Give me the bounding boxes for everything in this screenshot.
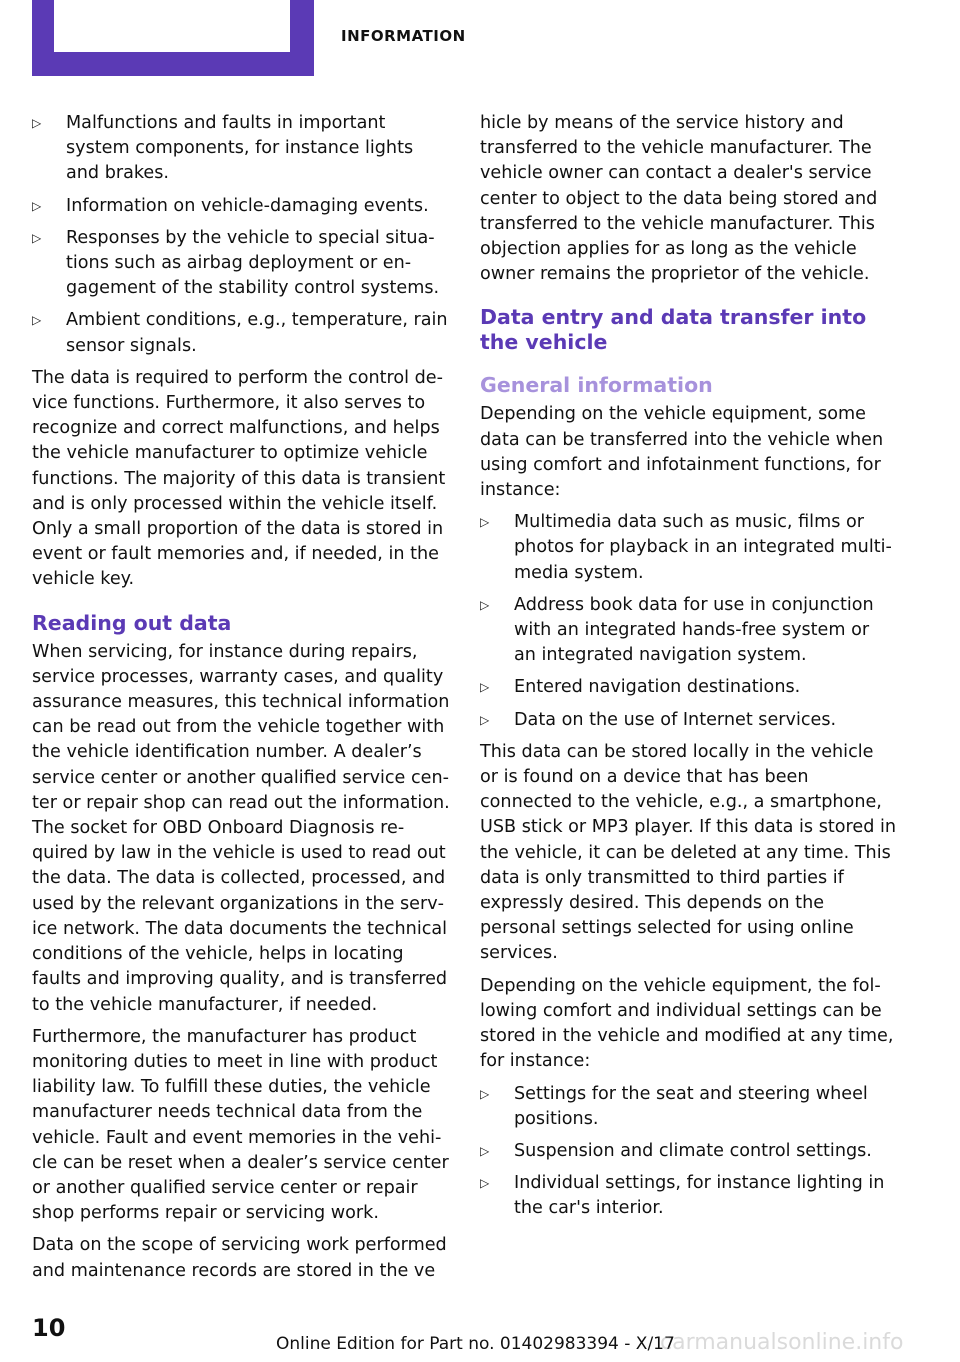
list-item-text: Suspension and climate control settings. xyxy=(514,1140,872,1161)
header-tab-inner xyxy=(54,0,290,52)
right-column xyxy=(480,111,896,1229)
header-tab xyxy=(32,0,314,76)
list-item xyxy=(480,1082,896,1132)
list-item xyxy=(32,194,450,219)
paragraph: Depending on the vehicle equipment, some data can be transferred into the vehicle when using comfort and infotainment functions, for instance: xyxy=(480,404,884,501)
list-item xyxy=(480,708,896,733)
triangle-bullet-icon: ▷ xyxy=(32,230,42,245)
right-bullet-list-1 xyxy=(480,510,896,733)
triangle-bullet-icon: ▷ xyxy=(480,1143,490,1158)
list-item-text: Data on the use of Internet services. xyxy=(514,709,837,730)
subsection-heading: General information xyxy=(480,373,713,398)
triangle-bullet-icon: ▷ xyxy=(32,116,42,130)
right-bullet-list-2 xyxy=(480,1082,896,1222)
paragraph: When servicing, for instance during repairs, service processes, warranty cases, and quality assurance measures, this technical information can be read out from the vehicle together with the vehicle identification number. A dealer’s service center or another qualified service center or repair shop can read out the information. The socket for OBD Onboard Diagnosis required by law in the vehicle is used to read out the data. The data is collected, processed, and used by the relevant organizations in the service network. The data documents the technical conditions of the vehicle, helps in locating faults and improving quality, and is transferred to the vehicle manufacturer, if needed. xyxy=(32,641,450,1015)
paragraph: Furthermore, the manufacturer has product monitoring duties to meet in line with product liability law. To fulfill these duties, the vehicle manufacturer needs technical data from the vehicle. Fault and event memories in the vehicle can be reset when a dealer’s service center or another qualified service center or repair shop performs repair or servicing work. xyxy=(32,1026,449,1224)
list-item-text: Information on vehicle-damaging events. xyxy=(66,195,429,216)
list-item xyxy=(32,111,450,187)
list-item xyxy=(480,593,896,669)
paragraph: This data can be stored locally in the vehicle or is found on a device that has been connected to the vehicle, e.g., a smartphone, USB stick or MP3 player. If this data is stored in the vehicle, it can be deleted at any time. This data is only transmitted to third parties if expressly desired. This depends on the personal settings selected for using online services. xyxy=(480,741,896,964)
list-item xyxy=(480,510,896,586)
watermark: carmanualsonline.info xyxy=(660,1330,904,1355)
list-item xyxy=(32,226,450,302)
section-heading: Reading out data xyxy=(32,610,232,635)
paragraph: Data on the scope of servicing work performed and maintenance records are stored in the ve xyxy=(32,1235,447,1281)
left-bullet-list xyxy=(32,111,450,359)
list-item xyxy=(480,1139,896,1164)
triangle-bullet-icon: ▷ xyxy=(480,712,490,727)
paragraph: The data is required to perform the control device functions. Furthermore, it also serves to recognize and correct malfunctions, and helps the vehicle manufacturer to optimize vehicle functions. The majority of this data is transient and is only processed within the vehicle itself. Only a small proportion of the data is stored in event or fault memories and, if needed, in the vehicle key. xyxy=(32,367,446,590)
section-heading: Data entry and data transfer into the vehicle xyxy=(480,305,867,355)
page-number: 10 xyxy=(32,1314,66,1342)
section-title: INFORMATION xyxy=(341,27,466,45)
list-item-text: Address book data for use in conjunction with an integrated hands-free system or an integrated navigation system. xyxy=(514,594,874,666)
triangle-bullet-icon: ▷ xyxy=(32,198,42,213)
triangle-bullet-icon: ▷ xyxy=(480,597,490,612)
edition-footer: Online Edition for Part no. 01402983394 - X/17 xyxy=(276,1334,675,1354)
triangle-bullet-icon: ▷ xyxy=(32,313,42,328)
list-item xyxy=(480,1171,896,1221)
triangle-bullet-icon: ▷ xyxy=(480,680,490,695)
paragraph: Depending on the vehicle equipment, the following comfort and individual settings can be stored in the vehicle and modified at any time, for instance: xyxy=(480,975,894,1072)
list-item-text: Multimedia data such as music, films or photos for playback in an integrated multimedia system. xyxy=(514,512,892,583)
list-item-text: Individual settings, for instance lighting in the car's interior. xyxy=(514,1173,885,1219)
list-item-text: Responses by the vehicle to special situations such as airbag deployment or engagement of the stability control systems. xyxy=(66,227,440,299)
list-item xyxy=(480,675,896,700)
triangle-bullet-icon: ▷ xyxy=(480,1086,490,1101)
list-item-text: Entered navigation destinations. xyxy=(514,677,801,698)
triangle-bullet-icon: ▷ xyxy=(480,515,490,530)
list-item-text: Ambient conditions, e.g., temperature, rain sensor signals. xyxy=(66,310,448,356)
list-item-text: Malfunctions and faults in important system components, for instance lights and brakes. xyxy=(66,113,414,184)
paragraph: hicle by means of the service history and transferred to the vehicle manufacturer. The vehicle owner can contact a dealer's service center to object to the data being stored and transferred to the vehicle manufacturer. This objection applies for as long as the vehicle owner remains the proprietor of the vehicle. xyxy=(480,113,878,285)
left-column xyxy=(32,111,450,1291)
triangle-bullet-icon: ▷ xyxy=(480,1176,490,1191)
list-item xyxy=(32,308,450,358)
list-item-text: Settings for the seat and steering wheel positions. xyxy=(514,1083,868,1129)
